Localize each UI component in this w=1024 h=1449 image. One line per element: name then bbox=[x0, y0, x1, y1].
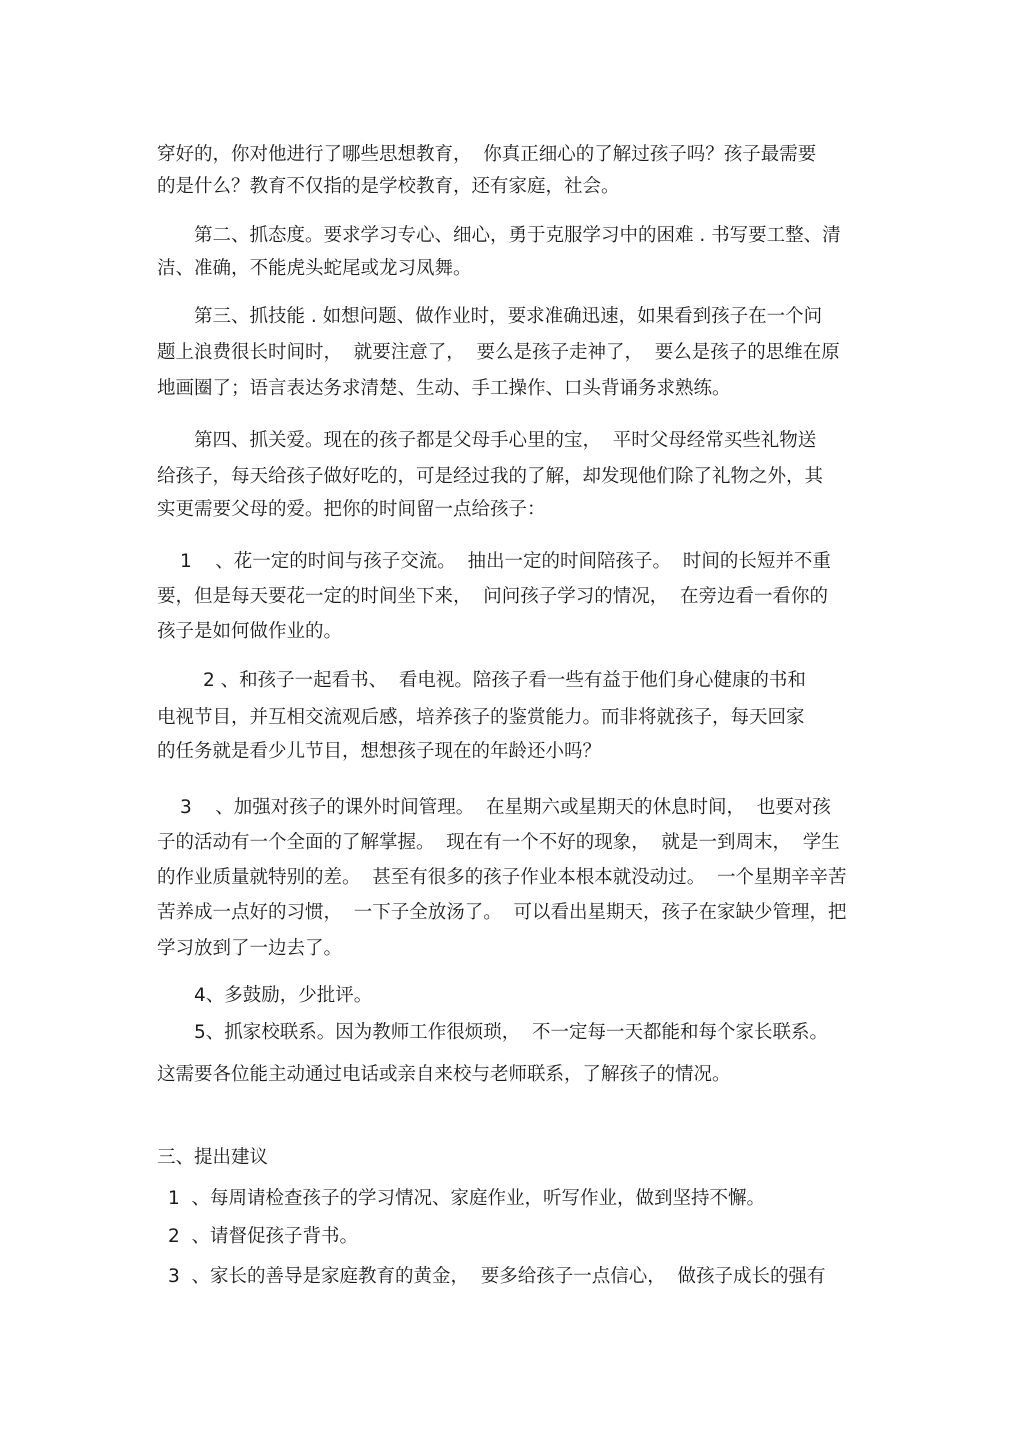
text-line: 的任务就是看少儿节目，想想孩子现在的年龄还小吗？ bbox=[157, 741, 602, 762]
text-line: 题上浪费很长时间时， 就要注意了， 要么是孩子走神了， 要么是孩子的思维在原 bbox=[157, 342, 840, 363]
text-line: 的作业质量就特别的差。 甚至有很多的孩子作业本根本就没动过。 一个星期辛辛苦 bbox=[157, 867, 847, 888]
text-line: 2 、和孩子一起看书、 看电视。陪孩子看一些有益于他们身心健康的书和 bbox=[203, 670, 806, 691]
text-line: 给孩子，每天给孩子做好吃的，可是经过我的了解，却发现他们除了礼物之外，其 bbox=[157, 466, 824, 487]
text-line: 第三、抓技能 . 如想问题、做作业时，要求准确迅速，如果看到孩子在一个问 bbox=[194, 306, 823, 327]
text-line: 2 、请督促孩子背书。 bbox=[168, 1226, 359, 1247]
section-heading: 三、提出建议 bbox=[157, 1147, 269, 1168]
text-line: 4、多鼓励，少批评。 bbox=[194, 985, 373, 1006]
text-line: 实更需要父母的爱。把你的时间留一点给孩子： bbox=[157, 499, 546, 520]
text-line: 学习放到了一边去了。 bbox=[157, 938, 343, 959]
text-line: 孩子是如何做作业的。 bbox=[157, 621, 343, 642]
text-line: 苦养成一点好的习惯， 一下子全放汤了。 可以看出星期天，孩子在家缺少管理，把 bbox=[157, 902, 847, 923]
text-line: 这需要各位能主动通过电话或亲自来校与老师联系，了解孩子的情况。 bbox=[157, 1064, 731, 1085]
text-line: 的是什么？教育不仅指的是学校教育，还有家庭，社会。 bbox=[157, 176, 620, 197]
text-line: 3 、家长的善导是家庭教育的黄金， 要多给孩子一点信心， 做孩子成长的强有 bbox=[168, 1266, 826, 1287]
text-line: 3 、加强对孩子的课外时间管理。 在星期六或星期天的休息时间， 也要对孩 bbox=[180, 797, 831, 818]
text-line: 第四、抓关爱。现在的孩子都是父母手心里的宝， 平时父母经常买些礼物送 bbox=[194, 430, 817, 451]
text-line: 1 、每周请检查孩子的学习情况、家庭作业，听写作业，做到坚持不懈。 bbox=[168, 1188, 766, 1209]
text-line: 穿好的，你对他进行了哪些思想教育， 你真正细心的了解过孩子吗？孩子最需要 bbox=[157, 144, 817, 165]
text-line: 地画圈了；语言表达务求清楚、生动、手工操作、口头背诵务求熟练。 bbox=[157, 378, 731, 399]
text-line: 电视节目，并互相交流观后感，培养孩子的鉴赏能力。而非将就孩子，每天回家 bbox=[157, 707, 805, 728]
text-line: 1 、花一定的时间与孩子交流。 抽出一定的时间陪孩子。 时间的长短并不重 bbox=[180, 551, 831, 572]
text-line: 第二、抓态度。要求学习专心、细心，勇于克服学习中的困难 . 书写要工整、清 bbox=[194, 225, 841, 246]
text-line: 要，但是每天要花一定的时间坐下来， 问问孩子学习的情况， 在旁边看一看你的 bbox=[157, 586, 829, 607]
text-line: 子的活动有一个全面的了解掌握。 现在有一个不好的现象， 就是一到周末， 学生 bbox=[157, 832, 840, 853]
text-line: 5、抓家校联系。因为教师工作很烦琐， 不一定每一天都能和每个家长联系。 bbox=[194, 1022, 829, 1043]
text-line: 洁、准确，不能虎头蛇尾或龙习凤舞。 bbox=[157, 258, 472, 279]
